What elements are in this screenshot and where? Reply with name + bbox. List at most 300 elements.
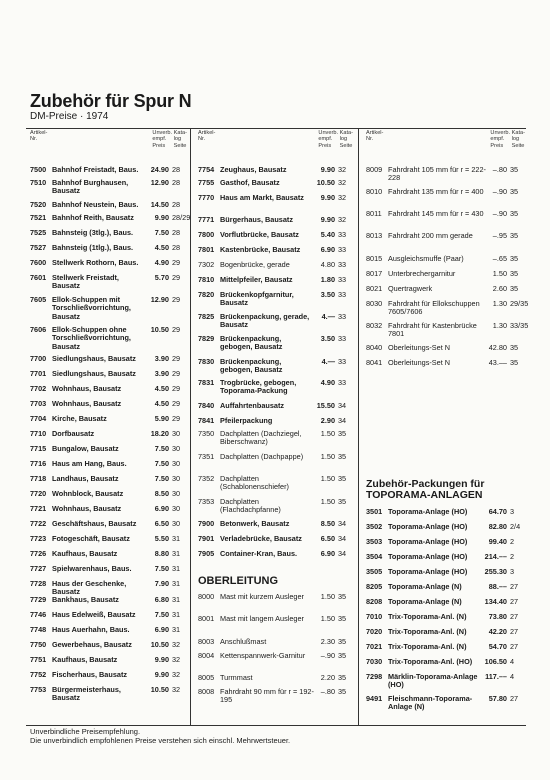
table-row [194,475,354,492]
item-price: 9.90 [320,215,335,224]
item-price: 14.50 [150,200,169,209]
item-cell [198,194,314,202]
article-number: 3503 [366,537,383,546]
article-number: 9491 [366,694,383,703]
table-row [362,232,526,249]
table-row [26,520,188,528]
article-number: 7722 [30,519,47,528]
table-row [362,344,526,352]
item-price: 7.50 [154,564,169,573]
item-description: Oberleitungs-Set N [388,358,451,367]
table-row [26,460,188,468]
item-description: Bahnhof Freistadt, Baus. [52,165,139,174]
table-row [362,299,529,317]
article-number: 7350 [198,429,215,438]
table-row [194,535,354,543]
table-row [26,596,188,604]
table-row [194,276,354,284]
item-cell [198,312,314,330]
item-cell [30,685,148,703]
item-price: 7.50 [154,610,169,619]
item-description: Fahrdraht 135 mm für r = 400 [388,187,484,196]
article-number: 7520 [30,200,47,209]
catalog-page: 35 [510,358,519,367]
item-cell [366,321,486,339]
catalog-page: 27 [510,694,519,703]
catalog-page: 31 [172,595,181,604]
item-price: –.95 [492,231,507,240]
catalog-page: 35 [338,651,347,660]
table-row [362,285,526,293]
catalog-page: 34 [338,534,347,543]
item-description: Anschlußmast [220,637,267,646]
article-number: 7298 [366,672,383,681]
table-row [362,695,526,712]
table-row [194,291,354,308]
article-number: 7521 [30,213,47,222]
table-row [26,179,188,196]
article-number: 7353 [198,497,215,506]
item-price: 57.80 [488,694,507,703]
item-description: Brückenpackung, gerade, Bausatz [220,312,310,330]
catalog-page: 31 [172,610,181,619]
header-text: Artikel- [30,130,48,136]
item-cell [30,611,148,619]
item-cell [198,246,314,254]
item-cell [366,344,486,352]
header-text: empf. [318,136,333,143]
article-number: 3505 [366,567,383,576]
item-description: Betonwerk, Bausatz [220,519,290,528]
item-description: Brückenpackung, gebogen, Bausatz [220,357,283,375]
item-price: 6.80 [154,595,169,604]
item-cell [30,579,148,597]
catalog-page: 35 [338,497,347,506]
item-price: 1.50 [320,592,335,601]
item-cell [198,378,314,396]
item-price: 10.50 [150,640,169,649]
table-row [26,656,188,664]
item-price: 10.50 [150,685,169,694]
table-row [26,626,188,634]
item-cell [30,415,148,423]
item-price: 1.30 [492,321,507,330]
article-number: 8041 [366,358,383,367]
catalog-page: 28 [172,165,181,174]
catalog-page: 29 [172,325,181,334]
table-row [362,321,529,339]
catalog-page: 35 [510,343,519,352]
catalog-page: 27 [510,597,519,606]
article-number: 8005 [198,673,215,682]
item-description: Trix-Toporama-Anl. (HO) [388,657,473,666]
table-row [362,628,526,636]
item-description: Haus am Hang, Baus. [52,459,127,468]
item-description: Brückenpackung, gebogen, Bausatz [220,334,283,352]
article-number: 7703 [30,399,47,408]
item-description: Bahnsteig (1tlg.), Baus. [52,243,134,252]
table-row [362,210,526,227]
article-number: 7721 [30,504,47,513]
item-price: –.80 [492,165,507,174]
item-description: Gewerbehaus, Bausatz [52,640,132,649]
catalog-page: 35 [510,231,519,240]
item-cell [366,583,486,591]
catalog-page: 32 [172,640,181,649]
catalog-page: 35 [510,165,519,174]
article-number: 7746 [30,610,47,619]
item-cell [30,244,148,252]
item-price: 2.30 [320,637,335,646]
article-number: 7820 [198,290,215,299]
item-description: Bürgerhaus, Bausatz [220,215,293,224]
header-text: Seite [339,142,353,149]
header-article [198,130,215,143]
table-row [26,259,188,267]
article-number: 7752 [30,670,47,679]
catalog-page: 29 [172,295,181,304]
article-number: 7605 [30,295,47,304]
article-number: 8010 [366,187,383,196]
table-row [362,538,526,546]
table-row [362,568,526,576]
header-article [366,130,383,143]
item-price: 88.–– [488,582,507,591]
header-text: Unverb. [490,130,510,136]
catalog-page: 2 [510,537,515,546]
item-cell [30,400,148,408]
item-cell [30,550,148,558]
item-price: 5.90 [154,414,169,423]
table-row [194,593,354,610]
catalog-page: 28 [172,228,181,237]
item-description: Bungalow, Bausatz [52,444,119,453]
item-price: 7.50 [154,474,169,483]
header-text: Nr. [366,136,374,143]
item-cell [30,325,148,351]
header-page [512,130,525,149]
header-text: Seite [173,142,187,149]
catalog-page: 32 [172,655,181,664]
catalog-page: 35 [338,592,347,601]
header-text: Kata- [511,130,525,136]
item-cell [30,273,148,291]
header-text: Unverb. [152,130,172,136]
item-cell [198,535,314,543]
item-description: Märklin-Toporama-Anlage (HO) [388,672,478,690]
item-description: Unterbrechergarnitur [388,269,456,278]
catalog-page: 33/35 [510,321,529,330]
table-row [194,688,354,705]
table-row [26,244,188,252]
header-text: Nr. [30,136,38,143]
item-description: Haus am Markt, Bausatz [220,193,304,202]
item-cell [366,255,486,263]
catalog-page: 2 [510,552,515,561]
catalog-page: 4 [510,657,515,666]
item-description: Bankhaus, Bausatz [52,595,119,604]
item-cell [30,535,148,543]
table-row [194,194,354,211]
item-description: Brückenkopfgarnitur, Bausatz [220,290,294,308]
item-description: Fahrdraht für Ellokschuppen 7605/7606 [388,299,480,317]
item-price: 12.90 [150,295,169,304]
catalog-page: 34 [338,519,347,528]
table-row [26,505,188,513]
section-title-line: TOPORAMA-ANLAGEN [366,489,483,501]
item-cell [366,299,486,317]
item-price: –.65 [492,254,507,263]
item-price: 255.30 [484,567,507,576]
catalog-page: 29 [172,369,181,378]
article-number: 3504 [366,552,383,561]
article-number: 7527 [30,243,47,252]
table-row [26,550,188,558]
item-description: Ausgleichsmuffe (Paar) [388,254,464,263]
catalog-page: 30 [172,429,181,438]
article-number: 8008 [198,687,215,696]
item-cell [30,641,148,649]
table-row [362,508,526,516]
column-divider [190,128,191,726]
catalog-page: 29 [172,384,181,393]
catalog-page: 32 [338,165,347,174]
item-cell [30,201,148,209]
article-number: 7352 [198,474,215,483]
table-row [26,355,188,363]
item-cell [366,508,486,516]
item-description: Bahnsteig (3tlg.), Baus. [52,228,134,237]
item-price: 1.50 [320,474,335,483]
table-row [26,415,188,423]
footer-line: Die unverbindlich empfohlenen Preise verstehen sich einschl. Mehrwertsteuer. [30,736,291,746]
article-number: 7750 [30,640,47,649]
item-cell [30,166,148,174]
item-cell [30,229,148,237]
table-row [194,520,354,528]
article-number: 8205 [366,582,383,591]
item-cell [198,497,314,515]
item-description: Trogbrücke, gebogen, Toporama-Packung [220,378,297,396]
article-number: 7810 [198,275,215,284]
item-description: Mast mit langem Ausleger [220,614,304,623]
item-cell [198,674,314,682]
table-row [194,216,354,224]
item-description: Wohnblock, Bausatz [52,489,124,498]
catalog-page: 2/4 [510,522,521,531]
article-number: 8040 [366,343,383,352]
item-cell [366,210,486,218]
item-price: 4.80 [320,260,335,269]
item-description: Pfeilerpackung [220,416,273,425]
catalog-page: 27 [510,582,519,591]
item-cell [198,429,314,447]
item-price: 7.90 [154,579,169,588]
article-number: 7710 [30,429,47,438]
header-text: log [511,136,520,143]
catalog-page: 30 [172,459,181,468]
article-number: 7727 [30,564,47,573]
item-cell [198,474,314,492]
item-price: 1.50 [320,614,335,623]
item-price: 6.90 [320,245,335,254]
item-cell [366,285,486,293]
item-price: 6.90 [154,504,169,513]
item-description: Kaufhaus, Bausatz [52,549,118,558]
item-price: 42.20 [488,627,507,636]
catalog-page: 30 [172,504,181,513]
table-row [194,379,354,396]
article-number: 7771 [198,215,215,224]
item-price: 3.50 [320,334,335,343]
table-row [26,641,188,649]
item-cell [198,638,314,646]
item-description: Toporama-Anlage (HO) [388,567,468,576]
item-cell [30,596,148,604]
item-price: 3.90 [154,354,169,363]
table-row [26,671,188,679]
article-number: 8000 [198,592,215,601]
item-description: Fahrdraht für Kastenbrücke 7801 [388,321,477,339]
article-number: 7753 [30,685,47,694]
item-cell [198,652,314,660]
item-cell [30,430,148,438]
item-price: 82.80 [488,522,507,531]
item-cell [198,357,314,375]
item-price: 99.40 [488,537,507,546]
catalog-page: 33 [338,357,347,366]
catalog-page: 29/35 [510,299,529,308]
table-row [26,400,188,408]
item-description: Fleischmann-Toporama-Anlage (N) [388,694,473,712]
article-number: 7718 [30,474,47,483]
table-row [362,658,526,666]
article-number: 7715 [30,444,47,453]
item-description: Bahnhof Reith, Bausatz [52,213,134,222]
item-description: Bürgermeisterhaus, Bausatz [52,685,121,703]
item-description: Quertragwerk [388,284,433,293]
item-price: 6.50 [154,519,169,528]
article-number: 7841 [198,416,215,425]
item-cell [366,553,486,561]
item-cell [198,615,314,623]
item-description: Ellok-Schuppen mit Torschließvorrichtung, Bausatz [52,295,131,321]
table-row [26,430,188,438]
article-number: 3501 [366,507,383,516]
item-price: 4.90 [320,378,335,387]
item-description: Toporama-Anlage (N) [388,597,462,606]
item-price: 42.80 [488,343,507,352]
table-row [194,417,354,425]
table-row [362,255,526,263]
item-cell [198,453,314,461]
header-text: Seite [511,142,525,149]
item-description: Fotogeschäft, Bausatz [52,534,130,543]
item-cell [198,593,314,601]
item-price: –.90 [320,651,335,660]
footer-note [30,727,290,746]
catalog-page: 30 [172,519,181,528]
item-description: Zeughaus, Bausatz [220,165,287,174]
item-price: 4.50 [154,243,169,252]
item-description: Trix-Toporama-Anl. (N) [388,627,467,636]
header-text: Artikel- [198,130,216,136]
catalog-page: 32 [338,178,347,187]
table-row [362,523,526,531]
article-number: 7716 [30,459,47,468]
item-price: 4.90 [154,258,169,267]
item-cell [366,232,486,240]
catalog-page: 33 [338,260,347,269]
catalog-page: 35 [338,429,347,438]
table-row [194,453,354,470]
header-page [340,130,353,149]
item-description: Toporama-Anlage (HO) [388,507,468,516]
article-number: 8001 [198,614,215,623]
header-text: Nr. [198,136,206,143]
catalog-page: 35 [338,673,347,682]
item-price: 3.50 [320,290,335,299]
item-description: Fischerhaus, Bausatz [52,670,128,679]
item-cell [366,694,486,712]
item-description: Bahnhof Burghausen, Bausatz [52,178,129,196]
catalog-page: 30 [172,474,181,483]
catalog-page: 33 [338,275,347,284]
item-cell [30,355,148,363]
item-description: Dachplatten (Flachdachpfanne) [220,497,281,515]
item-price: 4.50 [154,399,169,408]
catalog-page: 30 [172,444,181,453]
table-row [362,598,526,606]
table-row [362,553,526,561]
item-price: 3.90 [154,369,169,378]
item-cell [198,216,314,224]
header-text: Preis [152,142,166,149]
catalog-page: 31 [172,564,181,573]
article-number: 7600 [30,258,47,267]
header-text: empf. [490,136,505,143]
column-header [194,130,354,154]
item-description: Trix-Toporama-Anl. (N) [388,612,467,621]
article-number: 7525 [30,228,47,237]
page-subtitle: DM-Preise · 1974 [30,111,109,122]
catalog-page: 31 [172,625,181,634]
item-description: Toporama-Anlage (HO) [388,552,468,561]
item-description: Vorflutbrücke, Bausatz [220,230,299,239]
item-description: Auffahrtenbausatz [220,401,285,410]
item-cell [366,598,486,606]
article-number: 7700 [30,354,47,363]
catalog-page: 29 [172,414,181,423]
catalog-page: 33 [338,312,347,321]
item-cell [198,290,314,308]
item-price: 1.80 [320,275,335,284]
item-description: Wohnhaus, Bausatz [52,399,122,408]
item-price: 4.— [321,312,335,321]
article-number: 7302 [198,260,215,269]
header-text: Artikel- [366,130,384,136]
table-row [194,335,354,352]
header-article [30,130,47,143]
article-number: 7751 [30,655,47,664]
item-cell [30,259,148,267]
table-row [194,313,354,330]
table-row [26,274,188,291]
catalog-page: 35 [338,687,347,696]
item-description: Oberleitungs-Set N [388,343,451,352]
item-price: 2.90 [320,416,335,425]
item-cell [198,231,314,239]
